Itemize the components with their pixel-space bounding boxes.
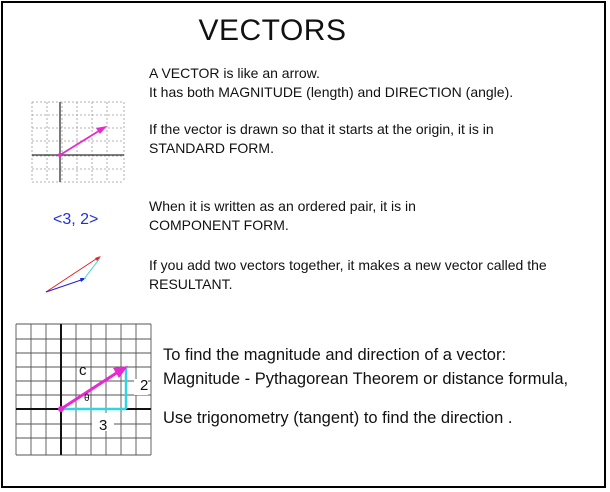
magnitude-text <box>163 343 568 391</box>
trig-text: Use trigonometry (tangent) to find the direction . <box>163 409 513 427</box>
intro-line-1: A VECTOR is like an arrow. <box>149 65 320 81</box>
standard-vector-arrow <box>58 126 107 157</box>
magnitude-line-2: Magnitude - Pythagorean Theorem or distance formula, <box>163 370 569 388</box>
resultant-text <box>149 256 547 294</box>
horizontal-leg-label: 3 <box>99 417 108 434</box>
resultant-vector-red <box>46 257 99 292</box>
resultant-line-2: RESULTANT. <box>149 276 233 292</box>
component-form-label: <3, 2> <box>53 211 99 228</box>
vertical-leg-label: 2 <box>140 377 149 394</box>
intro-line-2: It has both MAGNITUDE (length) and DIRECTION (angle). <box>149 84 514 100</box>
standard-form-line-2: STANDARD FORM. <box>149 140 274 156</box>
component-form-line-2: COMPONENT FORM. <box>149 217 289 233</box>
angle-theta-label: θ <box>84 393 90 404</box>
vector-blue <box>46 279 84 292</box>
page-title: VECTORS <box>198 14 347 47</box>
component-form-line-1: When it is written as an ordered pair, it is in <box>149 198 416 214</box>
standard-form-line-1: If the vector is drawn so that it starts at the origin, it is in <box>149 121 494 137</box>
magnitude-vector-arrow <box>58 366 128 412</box>
standard-form-grid <box>32 102 125 183</box>
component-form-text <box>149 197 416 235</box>
standard-form-text <box>149 120 494 158</box>
magnitude-line-1: To find the magnitude and direction of a vector: <box>163 346 507 364</box>
intro-text <box>149 64 513 102</box>
magnitude-grid <box>16 324 152 456</box>
resultant-diagram <box>44 254 104 294</box>
hypotenuse-label: c <box>79 362 87 379</box>
resultant-line-1: If you add two vectors together, it makes a new vector called the <box>149 257 547 273</box>
